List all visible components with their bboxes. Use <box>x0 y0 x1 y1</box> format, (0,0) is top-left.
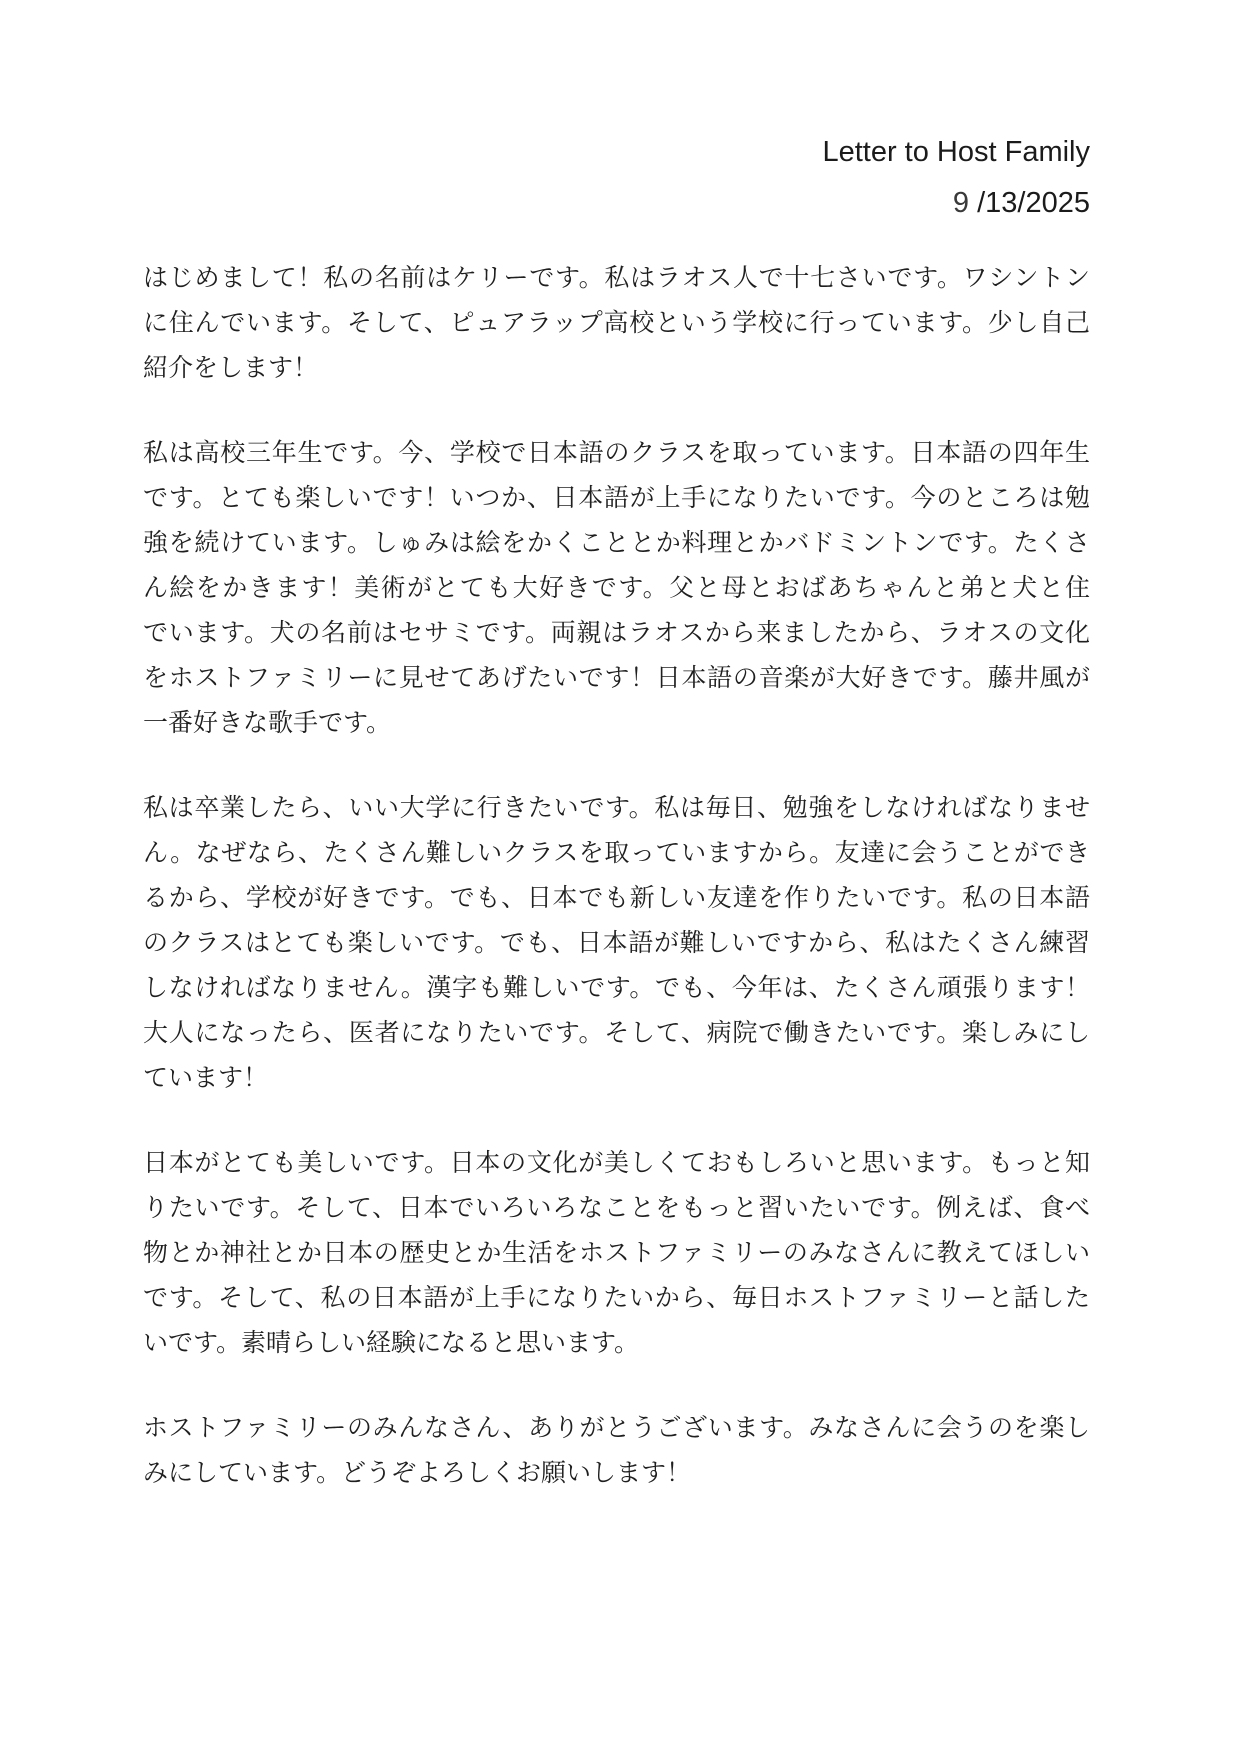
document-title: Letter to Host Family <box>822 136 1090 168</box>
text-line: ん絵をかきます！美術がとても大好きです。父と母とおばあちゃんと弟と犬と住 <box>143 574 1090 602</box>
text-line: 日本がとても美しいです。日本の文化が美しくておもしろいと思います。もっと知 <box>143 1149 1090 1177</box>
text-line: いです。素晴らしい経験になると思います。 <box>143 1329 640 1357</box>
text-line: 大人になったら、医者になりたいです。そして、病院で働きたいです。楽しみにし <box>143 1019 1090 1047</box>
paragraph <box>143 431 1090 746</box>
date-day: 9 <box>952 187 978 219</box>
text-line: ホストファミリーのみんなさん、ありがとうございます。みなさんに会うのを楽し <box>143 1414 1090 1442</box>
text-line: 私は卒業したら、いい大学に行きたいです。私は毎日、勉強をしなければなりませ <box>143 794 1090 822</box>
text-line: 紹介をします！ <box>143 354 319 382</box>
text-line: 物とか神社とか日本の歴史とか生活をホストファミリーのみなさんに教えてほしい <box>143 1239 1090 1267</box>
text-line: に住んでいます。そして、ピュアラップ高校という学校に行っています。少し自己 <box>143 309 1090 337</box>
text-line: でいます。犬の名前はセサミです。両親はラオスから来ましたから、ラオスの文化 <box>143 619 1090 647</box>
text-line: 私は高校三年生です。今、学校で日本語のクラスを取っています。日本語の四年生 <box>143 439 1090 467</box>
paragraph <box>143 256 1090 391</box>
paragraph <box>143 1406 1090 1496</box>
text-line: です。そして、私の日本語が上手になりたいから、毎日ホストファミリーと話した <box>143 1284 1090 1312</box>
text-line: りたいです。そして、日本でいろいろなことをもっと習いたいです。例えば、食べ <box>143 1194 1090 1222</box>
text-line: ん。なぜなら、たくさん難しいクラスを取っていますから。友達に会うことができ <box>143 839 1090 867</box>
paragraph <box>143 786 1090 1101</box>
text-line: はじめまして！私の名前はケリーです。私はラオス人で十七さいです。ワシントン <box>143 264 1090 292</box>
text-line: のクラスはとても楽しいです。でも、日本語が難しいですから、私はたくさん練習 <box>143 929 1090 957</box>
document-date <box>143 181 1090 226</box>
text-line: です。とても楽しいです！いつか、日本語が上手になりたいです。今のところは勉 <box>143 484 1090 512</box>
date-rest: /13/2025 <box>977 187 1090 219</box>
text-line: 強を続けています。しゅみは絵をかくこととか料理とかバドミントンです。たくさ <box>143 529 1090 557</box>
text-line: ています！ <box>143 1064 269 1092</box>
letter-body <box>143 256 1090 1496</box>
text-line: みにしています。どうぞよろしくお願いします！ <box>143 1459 692 1487</box>
text-line: 一番好きな歌手です。 <box>143 709 392 737</box>
paragraph <box>143 1141 1090 1366</box>
text-line: をホストファミリーに見せてあげたいです！日本語の音楽が大好きです。藤井風が <box>143 664 1090 692</box>
text-line: しなければなりません。漢字も難しいです。でも、今年は、たくさん頑張ります！ <box>143 974 1090 1002</box>
text-line: るから、学校が好きです。でも、日本でも新しい友達を作りたいです。私の日本語 <box>143 884 1090 912</box>
